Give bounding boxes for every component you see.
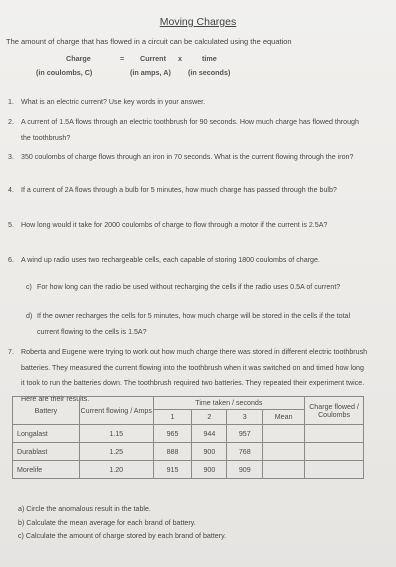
charge-header: Charge flowed / Coulombs xyxy=(305,397,364,425)
intro-text: The amount of charge that has flowed in a circuit can be calculated using the equation xyxy=(6,37,292,46)
table-question-b xyxy=(18,519,196,527)
trial-2-cell: 900 xyxy=(192,461,227,479)
current-cell: 1.15 xyxy=(79,425,153,443)
charge-cell xyxy=(305,425,364,443)
subquestion-text: Circle the anomalous result in the table. xyxy=(26,505,151,513)
charge-cell xyxy=(305,461,364,479)
trial-3-cell: 957 xyxy=(227,425,263,443)
trial-3-header: 3 xyxy=(227,410,263,425)
results-table xyxy=(12,396,364,479)
equation-current: Current xyxy=(140,54,166,63)
trial-3-cell: 909 xyxy=(227,461,263,479)
question-text: Roberta and Eugene were trying to work out how much charge there was stored in different electric toothbrush batteries. They measured the current flowing into the toothbrush when it was switched on and timed how long it took to run the batteries down. The toothbrush required two batteries. They repeated their experiment twice. Here are their results. xyxy=(21,348,368,403)
table-row xyxy=(13,443,364,461)
page-title: Moving Charges xyxy=(159,16,237,28)
question-number: 6. xyxy=(8,256,14,264)
equation-charge: Charge xyxy=(66,54,91,63)
trial-2-header: 2 xyxy=(192,410,227,425)
subquestion-text: For how long can the radio be used without recharging the cells if the radio uses 0.5A of current? xyxy=(37,283,341,291)
question-text: 350 coulombs of charge flows through an iron in 70 seconds. What is the current flowing through the iron? xyxy=(21,153,354,161)
trial-2-cell: 900 xyxy=(192,443,227,461)
current-cell: 1.20 xyxy=(79,461,153,479)
equation-times: x xyxy=(178,54,182,63)
mean-header: Mean xyxy=(263,410,305,425)
charge-cell xyxy=(305,443,364,461)
table-question-a xyxy=(18,505,151,513)
mean-cell xyxy=(263,443,305,461)
subquestion-letter: d) xyxy=(26,312,33,320)
equation-current-unit: (in amps, A) xyxy=(130,68,171,77)
mean-cell xyxy=(263,425,305,443)
trial-1-cell: 888 xyxy=(153,443,192,461)
trial-1-cell: 965 xyxy=(153,425,192,443)
subquestion-letter: c) xyxy=(26,283,32,291)
mean-cell xyxy=(263,461,305,479)
battery-cell: Durablast xyxy=(13,443,80,461)
question-number: 7. xyxy=(8,348,14,356)
battery-header: Battery xyxy=(13,397,80,425)
time-taken-header: Time taken / seconds xyxy=(153,397,304,410)
equation-time-unit: (in seconds) xyxy=(188,68,231,77)
battery-cell: Longalast xyxy=(13,425,80,443)
question-number: 1. xyxy=(8,98,14,106)
trial-1-cell: 915 xyxy=(153,461,192,479)
question-text: If a current of 2A flows through a bulb for 5 minutes, how much charge has passed through the bulb? xyxy=(21,186,337,194)
table-header-row xyxy=(13,397,364,410)
subquestion-letter: c) xyxy=(18,532,24,540)
question-number: 2. xyxy=(8,118,14,126)
trial-3-cell: 768 xyxy=(227,443,263,461)
trial-1-header: 1 xyxy=(153,410,192,425)
subquestion-letter: b) xyxy=(18,519,25,527)
equation-charge-unit: (in coulombs, C) xyxy=(36,68,93,77)
subquestion-text: If the owner recharges the cells for 5 minutes, how much charge will be stored in the cells if the total current flowing to the cells is 1.5A? xyxy=(37,312,351,336)
table-row xyxy=(13,461,364,479)
table-question-c xyxy=(18,532,226,540)
equation-equals: = xyxy=(120,54,125,63)
equation-time: time xyxy=(202,54,217,63)
question-text: What is an electric current? Use key words in your answer. xyxy=(21,98,206,106)
subquestion-text: Calculate the amount of charge stored by each brand of battery. xyxy=(25,532,227,540)
trial-2-cell: 944 xyxy=(192,425,227,443)
subquestion-text: Calculate the mean average for each brand of battery. xyxy=(26,519,196,527)
question-number: 4. xyxy=(8,186,14,194)
question-text: A current of 1.5A flows through an electric toothbrush for 90 seconds. How much charge has flowed through the toothbrush? xyxy=(21,118,359,142)
question-text: A wind up radio uses two rechargeable cells, each capable of storing 1800 coulombs of charge. xyxy=(21,256,320,264)
question-text: How long would it take for 2000 coulombs of charge to flow through a motor if the current is 2.5A? xyxy=(21,221,328,229)
question-number: 3. xyxy=(8,153,14,161)
question-number: 5. xyxy=(8,221,14,229)
battery-cell: Morelife xyxy=(13,461,80,479)
current-header: Current flowing / Amps xyxy=(79,397,153,425)
subquestion-letter: a) xyxy=(18,505,25,513)
table-row xyxy=(13,425,364,443)
current-cell: 1.25 xyxy=(79,443,153,461)
